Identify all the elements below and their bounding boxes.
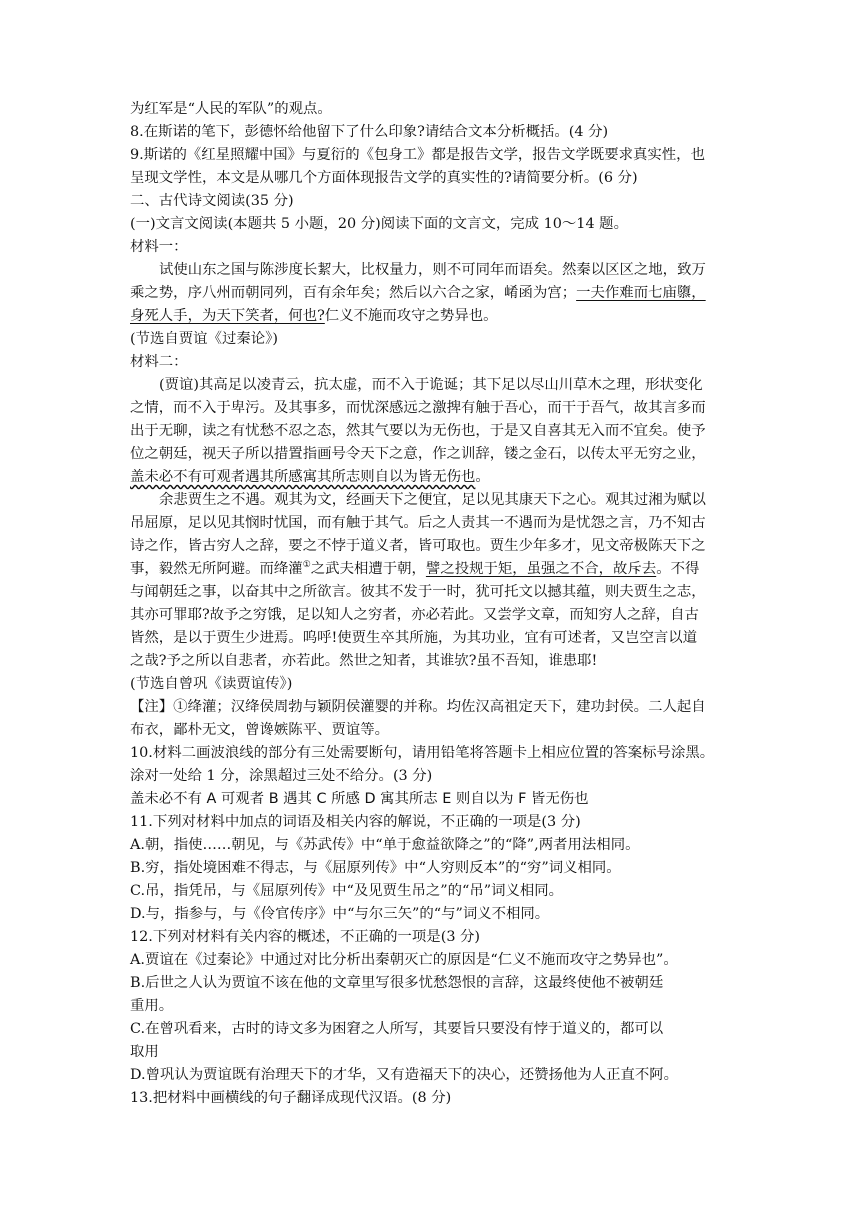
passage-text: 仁义不施而攻守之势异也。	[324, 308, 498, 324]
option-c: C.吊，指凭吊，与《屈原列传》中“及见贾生吊之”的“吊”词义相同。	[130, 883, 564, 899]
passage-text: 。	[475, 469, 490, 485]
footnote: 布衣，鄙朴无文，曾谗嫉陈平、贾谊等。	[130, 722, 390, 738]
question-8: 8.在斯诺的笔下，彭德怀给他留下了什么印象?请结合文本分析概括。(4 分)	[130, 124, 609, 140]
question-13: 13.把材料中画横线的句子翻译成现代汉语。(8 分)	[130, 1090, 452, 1106]
punctuation-options: 盖未必不有 A 可观者 B 遇其 C 所感 D 寓其所志 E 则自以为 F 皆无伤也	[130, 791, 589, 807]
passage-text: 。不得	[656, 561, 700, 577]
text-line: 为红军是“人民的军队”的观点。	[130, 101, 332, 117]
option-c: C.在曾巩看来，古时的诗文多为困窘之人所写，其要旨只要没有悖于道义的，都可以	[130, 1021, 664, 1037]
section-heading: 二、古代诗文阅读(35 分)	[130, 193, 294, 209]
subsection-heading: (一)文言文阅读(本题共 5 小题，20 分)阅读下面的文言文，完成 10～14 题。	[130, 216, 628, 232]
underlined-sentence: 譬之投规于矩，虽强之不合，故斥去	[425, 561, 657, 577]
passage-text: 事，毅然无所阿避。而绛灌	[130, 561, 303, 577]
option-b: B.后世之人认为贾谊不该在他的文章里写很多忧愁怨恨的言辞，这最终使他不被朝廷	[130, 975, 664, 991]
source-citation: (节选自贾谊《过秦论》)	[130, 331, 278, 347]
passage-text: 之武夫相遭于朝，	[310, 561, 426, 577]
passage-line: 诗之作，皆古穷人之辞，要之不悖于道义者，皆可取也。贾生少年多才，见文帝极陈天下之	[130, 538, 706, 554]
passage-line: (贾谊)其高足以凌青云，抗太虚，而不入于诡诞；其下足以尽山川草木之理，形状变化	[159, 377, 703, 393]
option-d: D.曾巩认为贾谊既有治理天下的才华，又有造福天下的决心，还赞扬他为人正直不阿。	[130, 1067, 679, 1083]
question-9: 9.斯诺的《红星照耀中国》与夏衍的《包身工》都是报告文学，报告文学既要求真实性，也	[130, 147, 705, 163]
footnote-marker: ①	[302, 560, 311, 571]
passage-line	[130, 282, 735, 305]
underlined-sentence: 一夫作难而七庙隳，	[576, 285, 706, 301]
passage-line: 位之朝廷，视天子所以措置指画号令天下之意，作之训辞，镂之金石，以传太平无穷之业，	[130, 446, 706, 462]
underlined-sentence: 身死人手，为天下笑者，何也?	[130, 308, 325, 324]
option-a: A.朝，指使……朝见，与《苏武传》中“单于愈益欲降之”的“降”,两者用法相同。	[130, 837, 640, 853]
passage-line: 之哉?予之所以自悲者，亦若此。然世之知者，其谁欤?虽不吾知，谁患耶!	[130, 653, 598, 669]
option-b-continued: 重用。	[130, 998, 174, 1014]
passage-line: 余悲贾生之不遇。观其为文，经画天下之便宜，足以见其康天下之心。观其过湘为赋以	[159, 492, 706, 508]
question-11: 11.下列对材料中加点的词语及相关内容的解说，不正确的一项是(3 分)	[130, 814, 581, 830]
option-a: A.贾谊在《过秦论》中通过对比分析出秦朝灭亡的原因是“仁义不施而攻守之势异也”。	[130, 952, 678, 968]
passage-line: 吊屈原，足以见其悯时忧国，而有触于其气。后之人责其一不遇而为是忧怨之言，乃不知古	[130, 515, 706, 531]
material-one-label: 材料一：	[130, 239, 188, 255]
passage-line	[130, 466, 735, 489]
passage-line: 皆然，是以于贾生少进焉。呜呼!使贾生卒其所施，为其功业，宜有可述者，又岂空言以道	[130, 630, 698, 646]
passage-line	[130, 305, 735, 328]
material-two-label: 材料二：	[130, 354, 188, 370]
question-10: 10.材料二画波浪线的部分有三处需要断句，请用铅笔将答题卡上相应位置的答案标号涂黑。	[130, 745, 715, 761]
question-12: 12.下列对材料有关内容的概述，不正确的一项是(3 分)	[130, 929, 481, 945]
passage-line: 之情，而不入于卑污。及其事多，而忧深感远之激捭有触于吾心，而干于吾气，故其言多而	[130, 400, 706, 416]
document-page	[130, 98, 735, 1110]
text-line: 呈现文学性，本文是从哪几个方面体现报告文学的真实性的?请简要分析。(6 分)	[130, 170, 638, 186]
wavy-underlined-text: 盖未必不有可观者遇其所感寓其所志则自以为皆无伤也	[130, 469, 476, 485]
source-citation: (节选自曾巩《读贾谊传》)	[130, 676, 293, 692]
option-d: D.与，指参与，与《伶官传序》中“与尔三矢”的“与”词义不相同。	[130, 906, 550, 922]
passage-line: 试使山东之国与陈涉度长絜大，比权量力，则不可同年而语矣。然秦以区区之地，致万	[159, 262, 706, 278]
passage-line	[130, 558, 735, 581]
question-text: 涂对一处给 1 分，涂黑超过三处不给分。(3 分)	[130, 768, 433, 784]
option-c-continued: 取用	[130, 1044, 159, 1060]
footnote: 【注】①绛灌；汉绛侯周勃与颖阴侯灌婴的并称。均佐汉高祖定天下，建功封侯。二人起自	[130, 699, 706, 715]
passage-line: 出于无聊，读之有忧愁不忍之态，然其气要以为无伤也，于是又自喜其无入而不宜矣。使予	[130, 423, 706, 439]
passage-line: 与闻朝廷之事，以奋其中之所欲言。彼其不发于一时，犹可托文以撼其蕴，则夫贾生之志，	[130, 584, 706, 600]
passage-text: 乘之势，序八州而朝同列，百有余年矣；然后以六合之家，崤函为宫；	[130, 285, 577, 301]
option-b: B.穷，指处境困难不得志，与《屈原列传》中“人穷则反本”的“穷”词义相同。	[130, 860, 621, 876]
passage-line: 其亦可罪耶?故予之穷饿，足以知人之穷者，亦必若此。又尝学文章，而知穷人之辞，自古	[130, 607, 699, 623]
